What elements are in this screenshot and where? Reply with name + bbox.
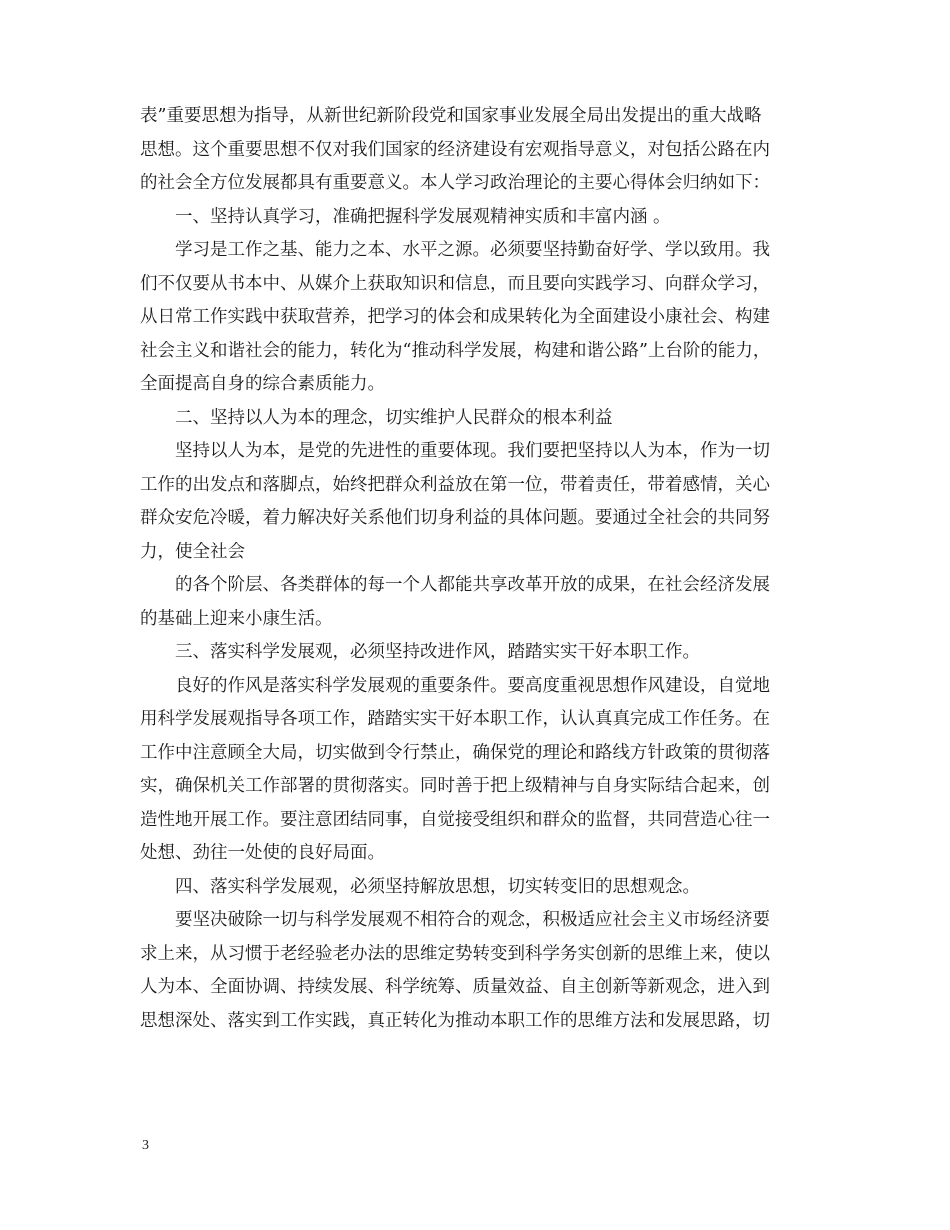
text-line: 思想。这个重要思想不仅对我们国家的经济建设有宏观指导意义，对包括公路在内 [140, 139, 770, 160]
text-line: 表”重要思想为指导，从新世纪新阶段党和国家事业发展全局出发提出的重大战略 [140, 106, 762, 126]
text-line: 工作的出发点和落脚点，始终把群众利益放在第一位，带着责任，带着感情，关心 [140, 474, 770, 495]
text-line: 从日常工作实践中获取营养，把学习的体会和成果转化为全面建设小康社会、构建 [140, 307, 770, 327]
text-line: 学习是工作之基、能力之本、水平之源。必须要坚持勤奋好学、学以致用。我 [175, 240, 770, 260]
section-heading-2: 二、坚持以人为本的理念，切实维护人民群众的根本利益 [175, 407, 613, 428]
text-line: 求上来，从习惯于老经验老办法的思维定势转变到科学务实创新的思维上来，使以 [140, 943, 770, 964]
text-line: 群众安危冷暖，着力解决好关系他们切身利益的具体问题。要通过全社会的共同努 [140, 508, 770, 528]
text-line: 的各个阶层、各类群体的每一个人都能共享改革开放的成果，在社会经济发展 [175, 575, 770, 595]
section-heading-3: 三、落实科学发展观，必须坚持改进作风，踏踏实实干好本职工作。 [175, 642, 700, 662]
body-text [140, 100, 820, 1038]
text-line: 的基础上迎来小康生活。 [140, 608, 333, 629]
text-line: 实，确保机关工作部署的贯彻落实。同时善于把上级精神与自身实际结合起来，创 [140, 776, 770, 796]
text-line: 工作中注意顾全大局，切实做到令行禁止，确保党的理论和路线方针政策的贯彻落 [140, 742, 770, 763]
text-line: 们不仅要从书本中、从媒介上获取知识和信息，而且要向实践学习、向群众学习， [140, 273, 770, 294]
text-line: 造性地开展工作。要注意团结同事，自觉接受组织和群众的监督，共同营造心往一 [140, 809, 770, 830]
text-line: 人为本、全面协调、持续发展、科学统筹、质量效益、自主创新等新观念，进入到 [140, 977, 770, 997]
text-line: 全面提高自身的综合素质能力。 [140, 374, 385, 394]
text-line: 用科学发展观指导各项工作，踏踏实实干好本职工作，认认真真完成工作任务。在 [140, 709, 770, 729]
text-line: 坚持以人为本，是党的先进性的重要体现。我们要把坚持以人为本，作为一切 [175, 441, 770, 461]
text-line: 思想深处、落实到工作实践，真正转化为推动本职工作的思维方法和发展思路，切 [140, 1010, 770, 1031]
text-line: 良好的作风是落实科学发展观的重要条件。要高度重视思想作风建设，自觉地 [175, 675, 770, 696]
page-number: 3 [142, 1138, 149, 1153]
section-heading-1: 一、坚持认真学习，准确把握科学发展观精神实质和丰富内涵 。 [175, 206, 671, 227]
text-line: 处想、劲往一处使的良好局面。 [140, 843, 385, 863]
text-line: 力，使全社会 [140, 541, 245, 562]
section-heading-4: 四、落实科学发展观，必须坚持解放思想，切实转变旧的思想观念。 [175, 876, 700, 897]
text-line: 的社会全方位发展都具有重要意义。本人学习政治理论的主要心得体会归纳如下： [140, 173, 770, 193]
text-line: 社会主义和谐社会的能力，转化为“推动科学发展，构建和谐公路”上台阶的能力， [140, 340, 771, 361]
text-line: 要坚决破除一切与科学发展观不相符合的观念，积极适应社会主义市场经济要 [175, 910, 770, 930]
